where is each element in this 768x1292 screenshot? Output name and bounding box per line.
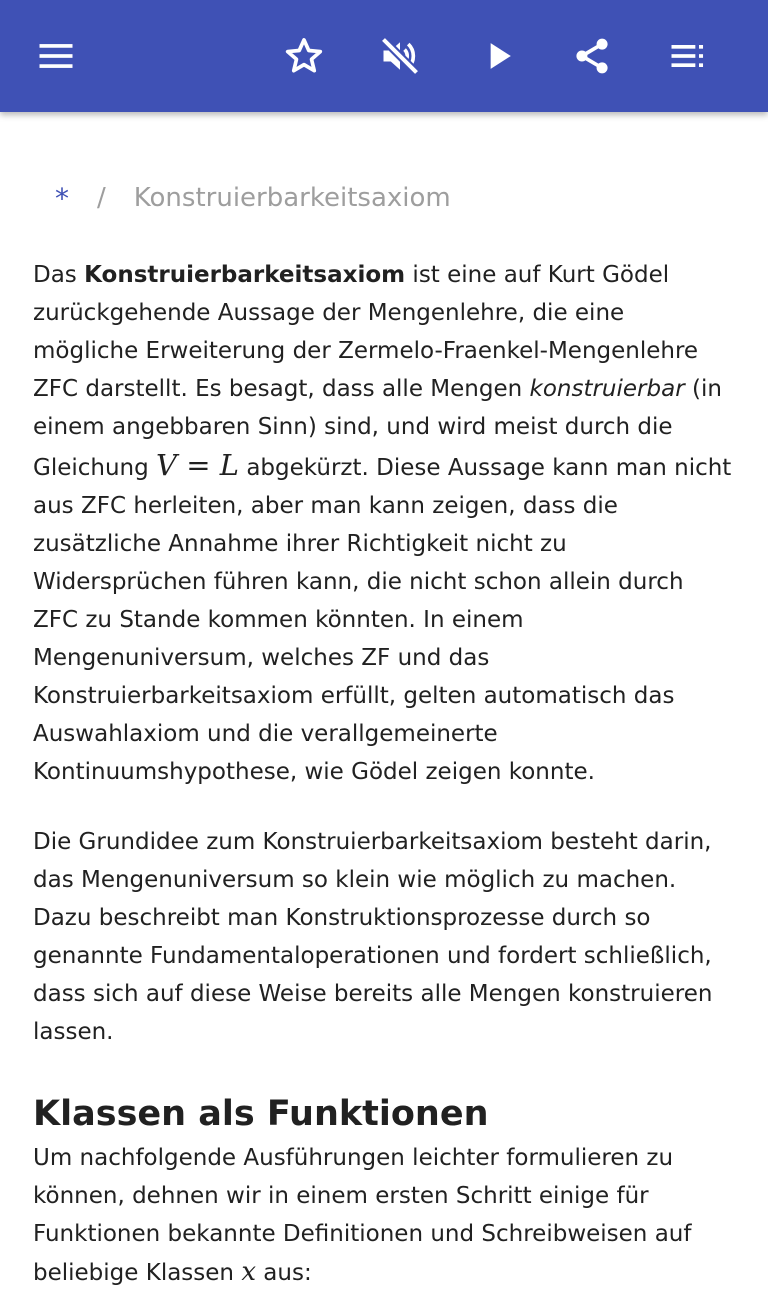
- breadcrumb-home-link[interactable]: *: [55, 181, 69, 215]
- section-heading: Klassen als Funktionen: [33, 1094, 489, 1134]
- text-run: (in einem angebbaren Sinn) sind, und wird meist durch die Gleichung: [33, 376, 722, 481]
- math-variable-l: L: [219, 448, 240, 482]
- math-variable-v: V: [156, 448, 177, 482]
- math-formula: [156, 448, 239, 482]
- article-content: [33, 150, 735, 1292]
- emphasis-term: konstruierbar: [529, 376, 685, 402]
- favorite-button[interactable]: [276, 28, 332, 84]
- mute-button[interactable]: [372, 28, 428, 84]
- text-run: Um nachfolgende Ausführungen leichter formulieren zu können, dehnen wir in einem ersten Schritt einige für Funktionen bekannte Definitionen und Schreibweisen auf beliebige Klassen: [33, 1145, 692, 1286]
- star-outline-icon: [282, 34, 326, 78]
- classes-paragraph: [33, 1139, 735, 1292]
- text-run: ist eine auf Kurt Gödel zurückgehende Aussage der Mengenlehre, die eine mögliche Erweiterung der Zermelo-Fraenkel-Mengenlehre ZFC darstellt. Es besagt, dass alle Mengen: [33, 262, 699, 402]
- idea-paragraph: Die Grundidee zum Konstruierbarkeitsaxiom besteht darin, das Mengenuniversum so klein wie möglich zu machen. Dazu beschreibt man Konstruktionsprozesse durch so genannte Fundamentaloperationen und fordert schließlich, dass sich auf diese Weise bereits alle Mengen konstruieren lassen.: [33, 829, 713, 1045]
- share-button[interactable]: [564, 28, 620, 84]
- share-icon: [570, 34, 614, 78]
- play-button[interactable]: [470, 28, 526, 84]
- text-run: abgekürzt. Diese Aussage kann man nicht aus ZFC herleiten, aber man kann zeigen, dass die zusätzliche Annahme ihrer Richtigkeit nicht zu Widersprüchen führen kann, die nicht schon allein durch ZFC zu Stande kommen könnten. In einem Mengenuniversum, welches ZF und das Konstruierbarkeitsaxiom erfüllt, gelten automatisch das Auswahlaxiom und die verallgemeinerte Kontinuumshypothese, wie Gödel zeigen konnte.: [33, 455, 732, 785]
- text-run: aus:: [255, 1260, 312, 1286]
- math-equals: =: [177, 448, 220, 482]
- math-variable-x: x: [241, 1257, 256, 1287]
- app-bar: [0, 0, 768, 112]
- breadcrumb: [33, 150, 735, 246]
- play-icon: [476, 34, 520, 78]
- breadcrumb-separator: /: [97, 183, 106, 213]
- volume-off-icon: [378, 34, 422, 78]
- menu-button[interactable]: [28, 28, 84, 84]
- text-run: Das: [33, 262, 85, 288]
- menu-icon: [34, 34, 78, 78]
- playlist-icon: [666, 34, 710, 78]
- intro-paragraph: [33, 256, 735, 791]
- contents-button[interactable]: [660, 28, 716, 84]
- breadcrumb-current: Konstruierbarkeitsaxiom: [133, 183, 451, 213]
- article-term: Konstruierbarkeitsaxiom: [84, 262, 406, 288]
